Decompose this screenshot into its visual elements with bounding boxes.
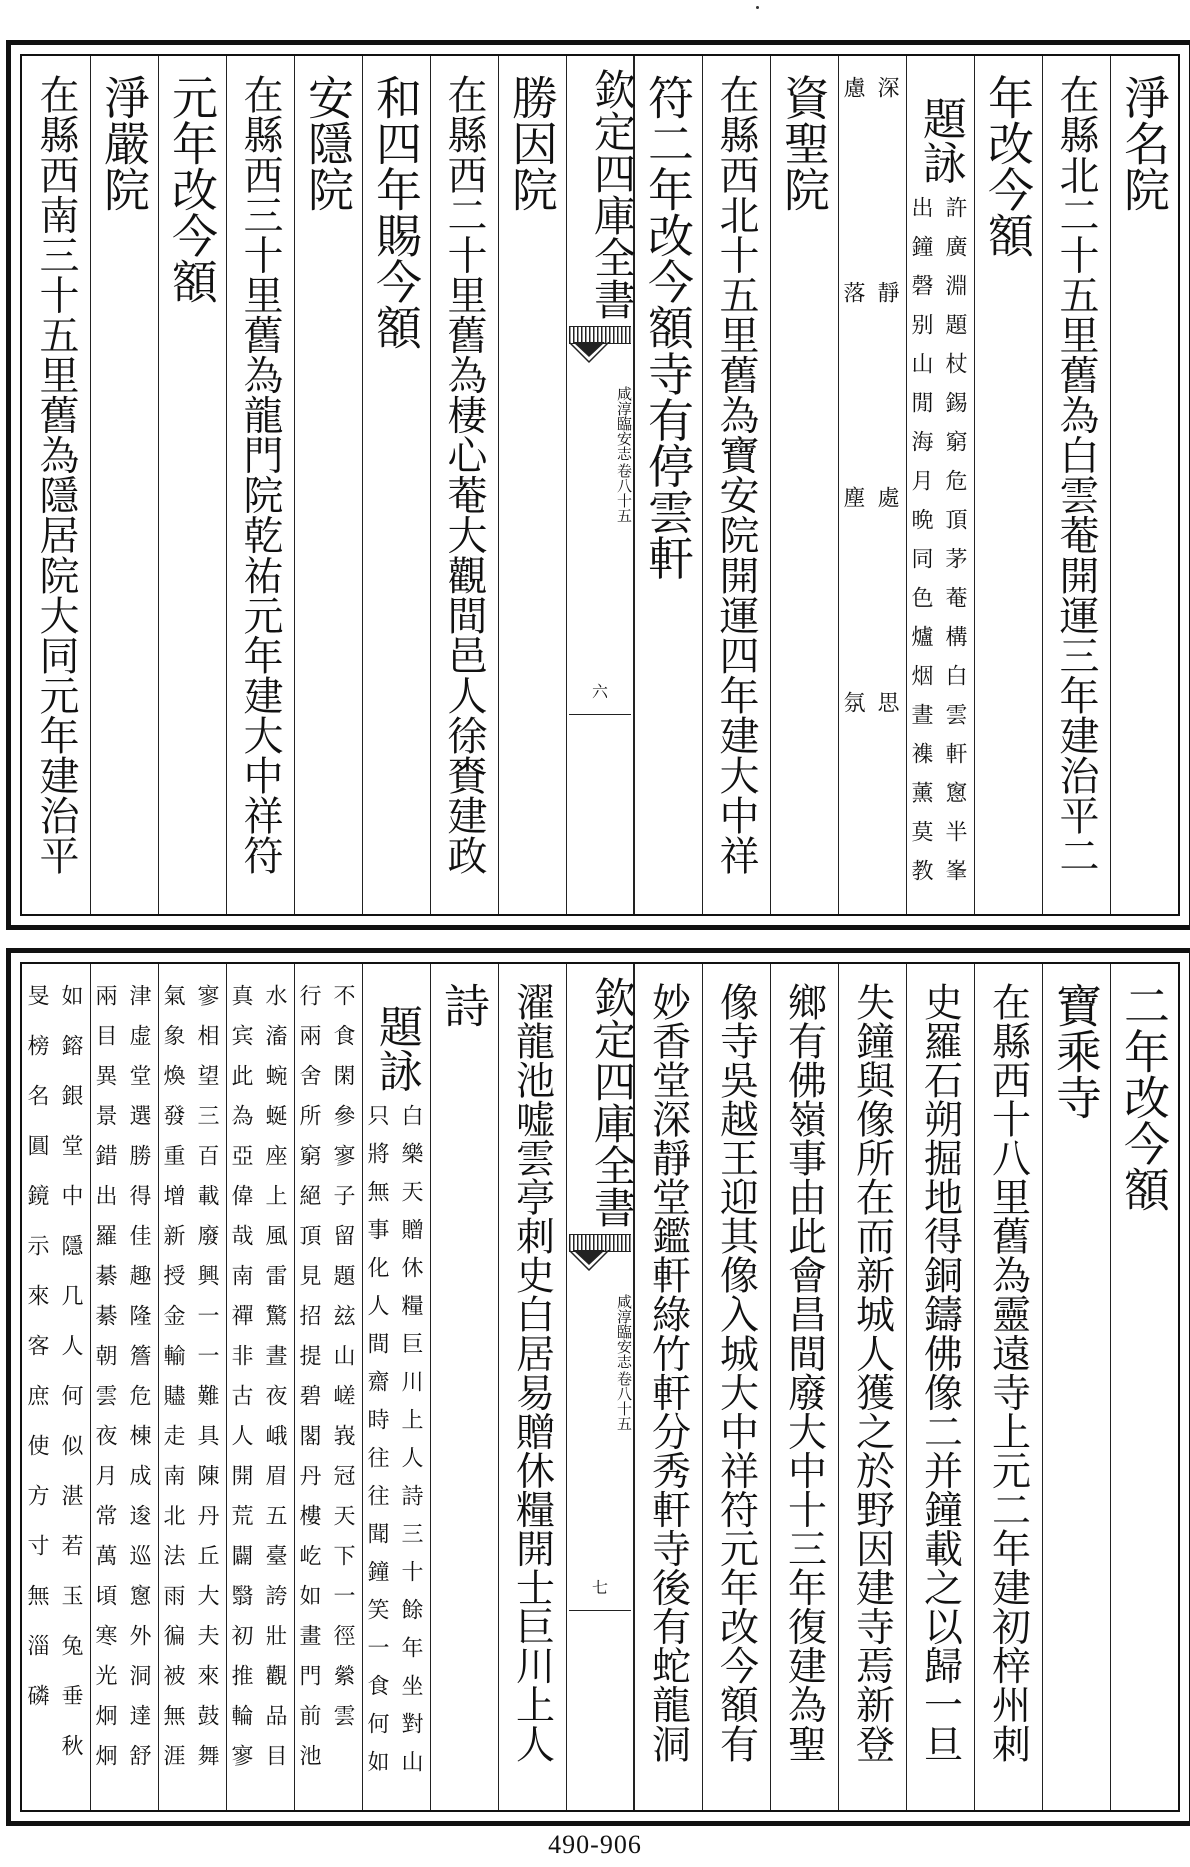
main-text-line: 鄉有佛嶺事由此會昌間廢大中十三年復建為聖 bbox=[781, 982, 827, 1763]
main-text-line: 符二年改今額寺有停雲軒 bbox=[641, 74, 695, 581]
bottom-text-column bbox=[226, 964, 294, 1810]
bottom-text-column bbox=[1042, 964, 1110, 1810]
bottom-text-column bbox=[362, 964, 430, 1810]
annotation-line-left: 兩目異景錯出羅綦綦朝雲夜月常萬頃寒光炯炯 bbox=[92, 984, 117, 1784]
annotation-line-left: 真宾此為亞偉哉南禪非古人開荒闢翳初推輪寥 bbox=[228, 984, 253, 1784]
top-text-column bbox=[770, 56, 838, 914]
volume-number: 卷八十五 bbox=[615, 463, 633, 523]
annotation-line-right: 如鎔銀堂中隱几人何似湛若玉兔垂秋 bbox=[58, 984, 83, 1784]
page-code: 490-906 bbox=[548, 1830, 642, 1859]
annotation-line-right: 白樂天贈休糧巨川上人詩三十餘年坐對山 bbox=[398, 1104, 423, 1788]
bottom-text-column bbox=[1110, 964, 1178, 1810]
main-text-line: 勝因院 bbox=[505, 74, 559, 213]
volume-title: 咸淳臨安志 bbox=[615, 386, 633, 461]
top-text-column bbox=[430, 56, 498, 914]
scan-speck bbox=[756, 6, 759, 9]
annotation-line-left: 出鐘磬别山閒海月晩同色爐烟晝襍薰莫教 bbox=[908, 196, 933, 898]
main-text-line: 寶乘寺 bbox=[1049, 982, 1103, 1121]
top-text-column bbox=[1110, 56, 1178, 914]
annotation-line-left: 旻榜名圓鏡示來客庶使方寸無淄磷 bbox=[24, 984, 49, 1734]
volume-number: 卷八十五 bbox=[615, 1371, 633, 1431]
top-text-column bbox=[1042, 56, 1110, 914]
top-text-column bbox=[634, 56, 702, 914]
bottom-text-column bbox=[770, 964, 838, 1810]
leaf-number: 六 bbox=[591, 682, 608, 701]
bottom-text-column bbox=[974, 964, 1042, 1810]
main-text-line: 像寺吳越王迎其像入城大中祥符元年改今額有 bbox=[713, 982, 759, 1763]
spine-rule bbox=[569, 714, 631, 715]
annotation-line-right: 不食閑參寥子留題玆山嵯峩冠天下一徑縈雲 bbox=[330, 984, 355, 1744]
main-text-line: 在縣西二十里舊為棲心菴大觀間邑人徐賚建政 bbox=[441, 74, 487, 875]
main-text-line: 在縣北二十五里舊為白雲菴開運三年建治平二 bbox=[1053, 74, 1099, 875]
bottom-text-column bbox=[294, 964, 362, 1810]
section-heading: 題詠 bbox=[371, 1004, 422, 1093]
main-text-line: 年改今額 bbox=[981, 74, 1035, 259]
top-text-column bbox=[158, 56, 226, 914]
bottom-text-column bbox=[634, 964, 702, 1810]
main-text-line: 在縣西南三十五里舊為隱居院大同元年建治平 bbox=[33, 74, 79, 875]
main-text-line: 在縣西十八里舊為靈遠寺上元二年建初梓州刺 bbox=[985, 982, 1031, 1763]
main-text-line: 詩 bbox=[437, 982, 491, 1029]
top-text-column bbox=[362, 56, 430, 914]
top-text-column bbox=[294, 56, 362, 914]
top-page-frame bbox=[6, 40, 1190, 930]
main-text-line: 妙香堂深靜堂鑑軒綠竹軒分秀軒寺後有蛇龍洞 bbox=[645, 982, 691, 1763]
main-text-line: 二年改今額 bbox=[1117, 982, 1171, 1213]
annotation-line-right: 津虚堂選勝得佳趣隆簷危棟成逡巡窻外洞達舒 bbox=[126, 984, 151, 1784]
section-heading: 題詠 bbox=[915, 96, 966, 185]
main-text-line: 資聖院 bbox=[777, 74, 831, 213]
bottom-text-column bbox=[702, 964, 770, 1810]
annotation-line-left: 只將無事化人間齋時往往聞鐘笑一食何如 bbox=[364, 1104, 389, 1788]
fish-tail-ornament bbox=[569, 1234, 631, 1272]
bottom-text-column bbox=[158, 964, 226, 1810]
annotation-line-right: 水滀蜿蜒座上風雷驚晝夜峨眉五臺誇壯觀品目 bbox=[262, 984, 287, 1784]
book-spine-column bbox=[566, 56, 637, 914]
main-text-line: 濯龍池嘘雲亭刺史白居易贈休糧開士巨川上人 bbox=[509, 982, 555, 1763]
book-title: 欽定四庫全書 bbox=[588, 68, 637, 320]
main-text-line: 在縣西北十五里舊為寶安院開運四年建大中祥 bbox=[713, 74, 759, 875]
bottom-text-column bbox=[906, 964, 974, 1810]
main-text-line: 淨名院 bbox=[1117, 74, 1171, 213]
book-title: 欽定四庫全書 bbox=[588, 976, 637, 1228]
spine-rule bbox=[569, 1610, 631, 1611]
annotation-line-right: 寥相望三百載廢興一一難具陳丹丘大夫來鼓舞 bbox=[194, 984, 219, 1784]
bottom-text-column bbox=[430, 964, 498, 1810]
top-text-column bbox=[702, 56, 770, 914]
bottom-text-column bbox=[838, 964, 906, 1810]
main-text-line: 史羅石朔掘地得銅鑄佛像二并鐘載之以歸一旦 bbox=[917, 982, 963, 1763]
bottom-page-frame bbox=[6, 948, 1190, 1826]
leaf-number: 七 bbox=[591, 1578, 608, 1597]
annotation-line-left: 行兩舍所窮絕頂見招提碧閣丹樓屹如畫門前池 bbox=[296, 984, 321, 1784]
volume-title: 咸淳臨安志 bbox=[615, 1294, 633, 1369]
top-text-column bbox=[226, 56, 294, 914]
bottom-text-column bbox=[22, 964, 90, 1810]
main-text-line: 和四年賜今額 bbox=[369, 74, 423, 351]
top-text-column bbox=[22, 56, 90, 914]
fish-tail-ornament bbox=[569, 326, 631, 364]
bottom-text-column bbox=[90, 964, 158, 1810]
main-text-line: 安隱院 bbox=[301, 74, 355, 213]
top-page-columns bbox=[20, 54, 1180, 916]
book-spine-column bbox=[566, 964, 637, 1810]
main-text-line: 失鐘與像所在而新城人獲之於野因建寺焉新登 bbox=[849, 982, 895, 1763]
annotation-line-left: 慮落塵氛 bbox=[840, 76, 865, 896]
top-text-column bbox=[838, 56, 906, 914]
main-text-line: 淨嚴院 bbox=[97, 74, 151, 213]
annotation-line-right: 許廣淵題杖錫窮危頂茅菴構白雲軒窻半峯 bbox=[942, 196, 967, 898]
main-text-line: 在縣西三十里舊為龍門院乾祐元年建大中祥符 bbox=[237, 74, 283, 875]
bottom-text-column bbox=[498, 964, 566, 1810]
top-text-column bbox=[498, 56, 566, 914]
top-text-column bbox=[90, 56, 158, 914]
annotation-line-right: 深靜處思 bbox=[874, 76, 899, 896]
annotation-line-left: 氣象煥發重增新授金輸贐走南北法雨徧被無涯 bbox=[160, 984, 185, 1784]
top-text-column bbox=[906, 56, 974, 914]
top-text-column bbox=[974, 56, 1042, 914]
main-text-line: 元年改今額 bbox=[165, 74, 219, 305]
bottom-page-columns bbox=[20, 962, 1180, 1812]
